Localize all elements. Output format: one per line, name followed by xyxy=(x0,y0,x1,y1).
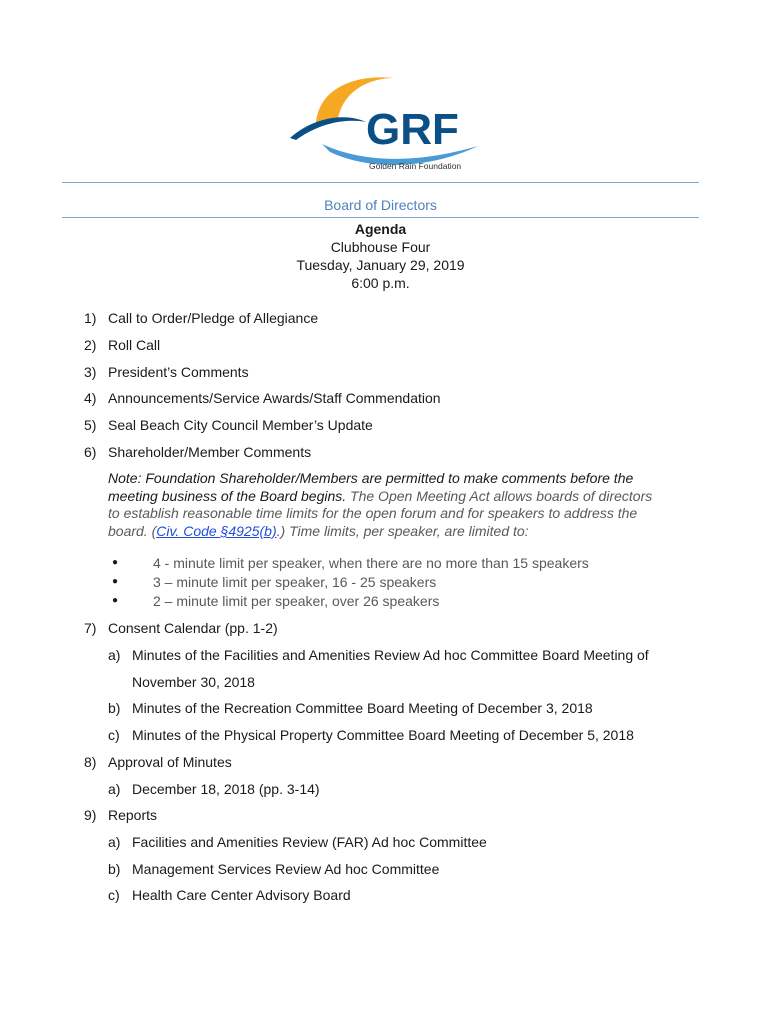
bullet-text: 3 – minute limit per speaker, 16 - 25 speakers xyxy=(153,574,437,590)
item-text: Announcements/Service Awards/Staff Commendation xyxy=(108,390,441,406)
bullet-text: 4 - minute limit per speaker, when there are no more than 15 speakers xyxy=(153,555,589,571)
meeting-time: 6:00 p.m. xyxy=(351,275,410,291)
item-number: 9) xyxy=(84,807,97,823)
item-number: 3) xyxy=(84,364,97,380)
doc-title: Agenda xyxy=(354,221,407,237)
item-text: Call to Order/Pledge of Allegiance xyxy=(108,310,319,326)
subitem-text: Health Care Center Advisory Board xyxy=(132,887,351,903)
logo-subtitle: Golden Rain Foundation xyxy=(369,161,462,171)
item-number: 4) xyxy=(84,390,97,406)
subitem-text: November 30, 2018 xyxy=(132,674,255,690)
bullet-dot: ● xyxy=(112,557,119,568)
dark-blue-wave xyxy=(290,117,366,140)
item-text: President’s Comments xyxy=(108,364,249,380)
item-text: Seal Beach City Council Member’s Update xyxy=(108,417,373,433)
subitem-letter: a) xyxy=(108,834,121,850)
note-text: The Open Meeting Act allows boards of directors xyxy=(346,487,653,504)
comment-note xyxy=(108,470,708,540)
subitem-letter: a) xyxy=(108,647,121,663)
bullet-dot: ● xyxy=(112,595,119,606)
item-number: 8) xyxy=(84,754,97,770)
civ-code-link[interactable]: Civ. Code §4925(b) xyxy=(156,522,277,539)
item-text: Shareholder/Member Comments xyxy=(108,444,312,460)
subitem-letter: c) xyxy=(108,727,120,743)
subitem-letter: a) xyxy=(108,781,121,797)
note-text: .) Time limits, per speaker, are limited to: xyxy=(276,522,529,539)
meeting-location: Clubhouse Four xyxy=(330,239,431,255)
note-text: to establish reasonable time limits for the open forum and for speakers to address the xyxy=(108,505,638,521)
item-number: 6) xyxy=(84,444,97,460)
item-number: 2) xyxy=(84,337,97,353)
meeting-date: Tuesday, January 29, 2019 xyxy=(296,257,465,273)
item-number: 7) xyxy=(84,620,97,636)
item-number: 1) xyxy=(84,310,97,326)
note-lead-line: Note: Foundation Shareholder/Members are permitted to make comments before the xyxy=(108,470,634,486)
bottom-rule xyxy=(62,217,699,218)
note-text: board. ( xyxy=(108,522,157,539)
item-text: Roll Call xyxy=(108,337,161,353)
item-number: 5) xyxy=(84,417,97,433)
subitem-letter: b) xyxy=(108,700,121,716)
subitem-letter: c) xyxy=(108,887,120,903)
bullet-dot: ● xyxy=(112,576,119,587)
top-rule xyxy=(62,182,699,183)
subitem-text: Minutes of the Recreation Committee Board Meeting of December 3, 2018 xyxy=(132,700,593,716)
org-title: Board of Directors xyxy=(324,197,437,213)
logo-wordmark: GRF xyxy=(366,105,459,154)
subitem-text: Facilities and Amenities Review (FAR) Ad hoc Committee xyxy=(132,834,487,850)
subitem-letter: b) xyxy=(108,861,121,877)
subitem-text: Minutes of the Physical Property Committee Board Meeting of December 5, 2018 xyxy=(132,727,634,743)
bullet-text: 2 – minute limit per speaker, over 26 speakers xyxy=(153,593,440,609)
subitem-text: Minutes of the Facilities and Amenities Review Ad hoc Committee Board Meeting of xyxy=(132,647,649,663)
note-lead-end: meeting business of the Board begins. xyxy=(108,487,347,504)
item-text: Approval of Minutes xyxy=(108,754,232,770)
subitem-text: December 18, 2018 (pp. 3-14) xyxy=(132,781,320,797)
subitem-text: Management Services Review Ad hoc Committee xyxy=(132,861,440,877)
item-text: Consent Calendar (pp. 1-2) xyxy=(108,620,278,636)
item-text: Reports xyxy=(108,807,158,823)
